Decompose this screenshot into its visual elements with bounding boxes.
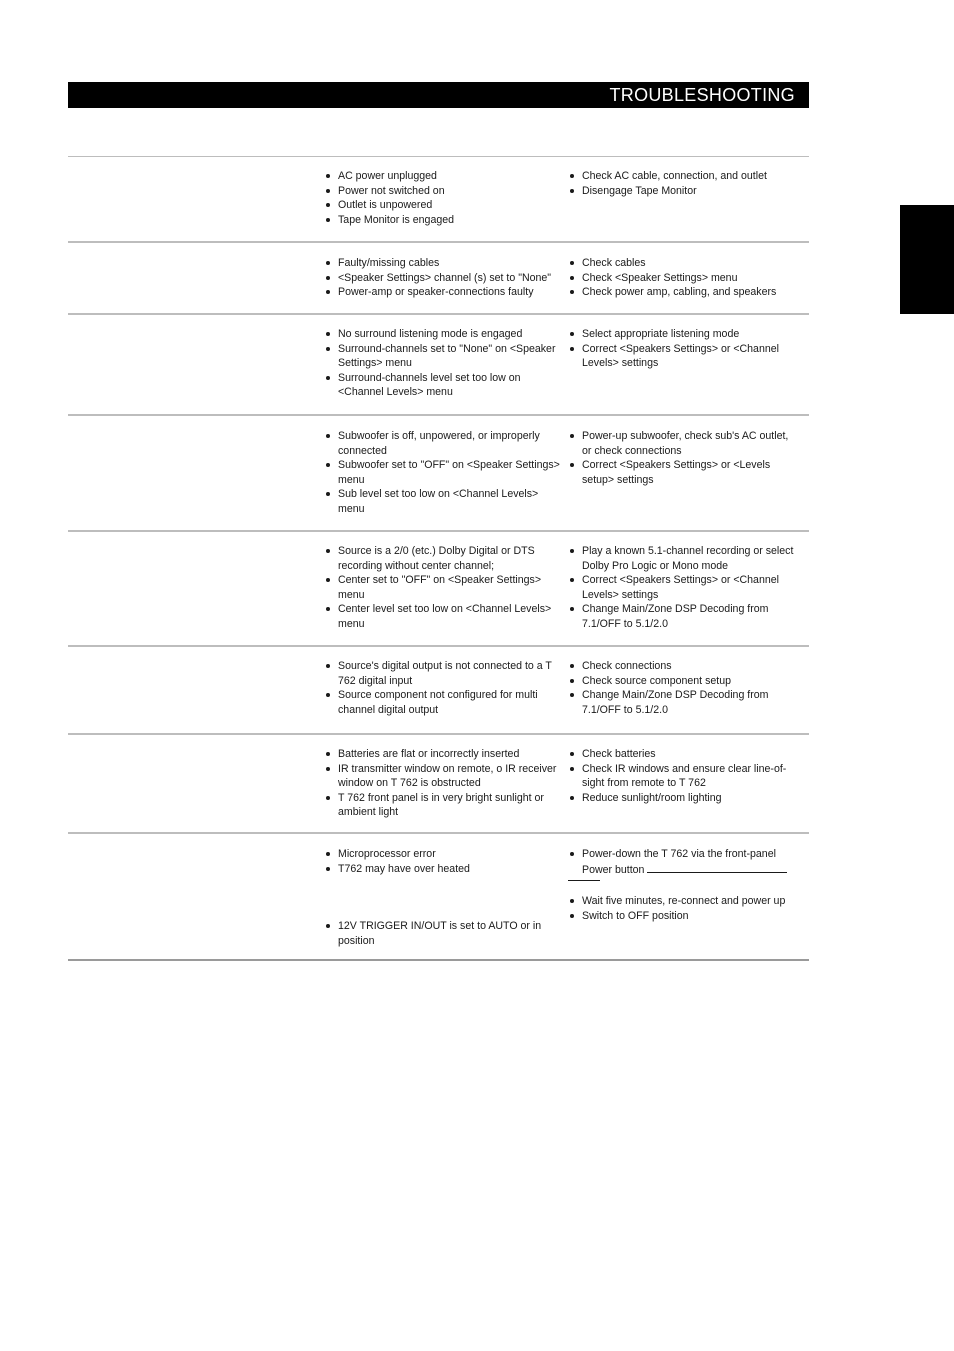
- cause-item: Subwoofer is off, unpowered, or improperly connected: [324, 429, 560, 458]
- causes-cell: [324, 169, 560, 227]
- cause-item: IR transmitter window on remote, o IR receiver window on T 762 is obstructed: [324, 762, 560, 791]
- solutions-cell: [568, 847, 798, 923]
- causes-cell: [324, 429, 560, 516]
- cause-item: Tape Monitor is engaged: [324, 213, 560, 228]
- solutions-cell: [568, 659, 798, 717]
- causes-cell: [324, 747, 560, 820]
- solution-item: Check power amp, cabling, and speakers: [568, 285, 798, 300]
- causes-cell: [324, 327, 560, 400]
- solution-item: Correct <Speakers Settings> or <Channel Levels> settings: [568, 342, 798, 371]
- table-row: [68, 735, 809, 834]
- table-row: [68, 157, 809, 243]
- solutions-cell: [568, 747, 798, 805]
- table-row: [68, 243, 809, 315]
- solution-item: Check AC cable, connection, and outlet: [568, 169, 798, 184]
- troubleshooting-table: [68, 156, 809, 961]
- cause-item: Batteries are flat or incorrectly inserted: [324, 747, 560, 762]
- blank-rule: [647, 862, 787, 873]
- header-bar: [68, 82, 809, 108]
- page-title: TROUBLESHOOTING: [609, 85, 795, 105]
- cause-item: Subwoofer set to "OFF" on <Speaker Settings> menu: [324, 458, 560, 487]
- table-row: [68, 532, 809, 647]
- cause-item: Microprocessor error: [324, 847, 560, 862]
- cause-item: Power not switched on: [324, 184, 560, 199]
- solution-item: [568, 847, 798, 877]
- solution-item: Check IR windows and ensure clear line-of-sight from remote to T 762: [568, 762, 798, 791]
- table-row: [68, 647, 809, 735]
- solutions-cell: [568, 327, 798, 371]
- table-row: [68, 834, 809, 961]
- solution-item: Check connections: [568, 659, 798, 674]
- cause-item: Source component not configured for multi channel digital output: [324, 688, 560, 717]
- cause-item: Power-amp or speaker-connections faulty: [324, 285, 560, 300]
- solution-item: Reduce sunlight/room lighting: [568, 791, 798, 806]
- solution-item: Check <Speaker Settings> menu: [568, 271, 798, 286]
- solution-item: Check cables: [568, 256, 798, 271]
- cause-item: Source is a 2/0 (etc.) Dolby Digital or DTS recording without center channel;: [324, 544, 560, 573]
- cause-item: Outlet is unpowered: [324, 198, 560, 213]
- cause-item: Surround-channels set to "None" on <Speaker Settings> menu: [324, 342, 560, 371]
- blank-rule-wrap: [568, 880, 798, 894]
- cause-item: Center level set too low on <Channel Levels> menu: [324, 602, 560, 631]
- cause-item: Surround-channels level set too low on <Channel Levels> menu: [324, 371, 560, 400]
- solution-item: Change Main/Zone DSP Decoding from 7.1/OFF to 5.1/2.0: [568, 602, 798, 631]
- solution-item: Correct <Speakers Settings> or <Levels setup> settings: [568, 458, 798, 487]
- cause-item: <Speaker Settings> channel (s) set to "None": [324, 271, 560, 286]
- cause-item: 12V TRIGGER IN/OUT is set to AUTO or in position: [324, 919, 560, 948]
- cause-item: T762 may have over heated: [324, 862, 560, 877]
- cause-item: Center set to "OFF" on <Speaker Settings> menu: [324, 573, 560, 602]
- table-row: [68, 416, 809, 532]
- solutions-cell: [568, 544, 798, 631]
- causes-cell: [324, 847, 560, 948]
- solution-item: Disengage Tape Monitor: [568, 184, 798, 199]
- solution-item: Power-up subwoofer, check sub's AC outlet, or check connections: [568, 429, 798, 458]
- causes-cell: [324, 256, 560, 300]
- cause-item: Source's digital output is not connected to a T 762 digital input: [324, 659, 560, 688]
- causes-cell: [324, 544, 560, 631]
- solution-item: Check source component setup: [568, 674, 798, 689]
- solution-item: Switch to OFF position: [568, 909, 798, 924]
- solutions-cell: [568, 429, 798, 487]
- cause-item: Faulty/missing cables: [324, 256, 560, 271]
- cause-item: AC power unplugged: [324, 169, 560, 184]
- solution-item: Change Main/Zone DSP Decoding from 7.1/OFF to 5.1/2.0: [568, 688, 798, 717]
- section-tab-marker: [900, 205, 954, 314]
- cause-item: No surround listening mode is engaged: [324, 327, 560, 342]
- table-row: [68, 315, 809, 416]
- solutions-cell: [568, 169, 798, 198]
- cause-item: T 762 front panel is in very bright sunlight or ambient light: [324, 791, 560, 820]
- solutions-cell: [568, 256, 798, 300]
- solution-text: Power-down the T 762 via the front-panel Power button: [582, 848, 776, 876]
- solution-item: Check batteries: [568, 747, 798, 762]
- solution-item: Play a known 5.1-channel recording or select Dolby Pro Logic or Mono mode: [568, 544, 798, 573]
- cause-item: Sub level set too low on <Channel Levels> menu: [324, 487, 560, 516]
- blank-rule: [568, 880, 600, 881]
- solution-item: Wait five minutes, re-connect and power up: [568, 894, 798, 909]
- causes-cell: [324, 659, 560, 717]
- solution-item: Select appropriate listening mode: [568, 327, 798, 342]
- solution-item: Correct <Speakers Settings> or <Channel Levels> settings: [568, 573, 798, 602]
